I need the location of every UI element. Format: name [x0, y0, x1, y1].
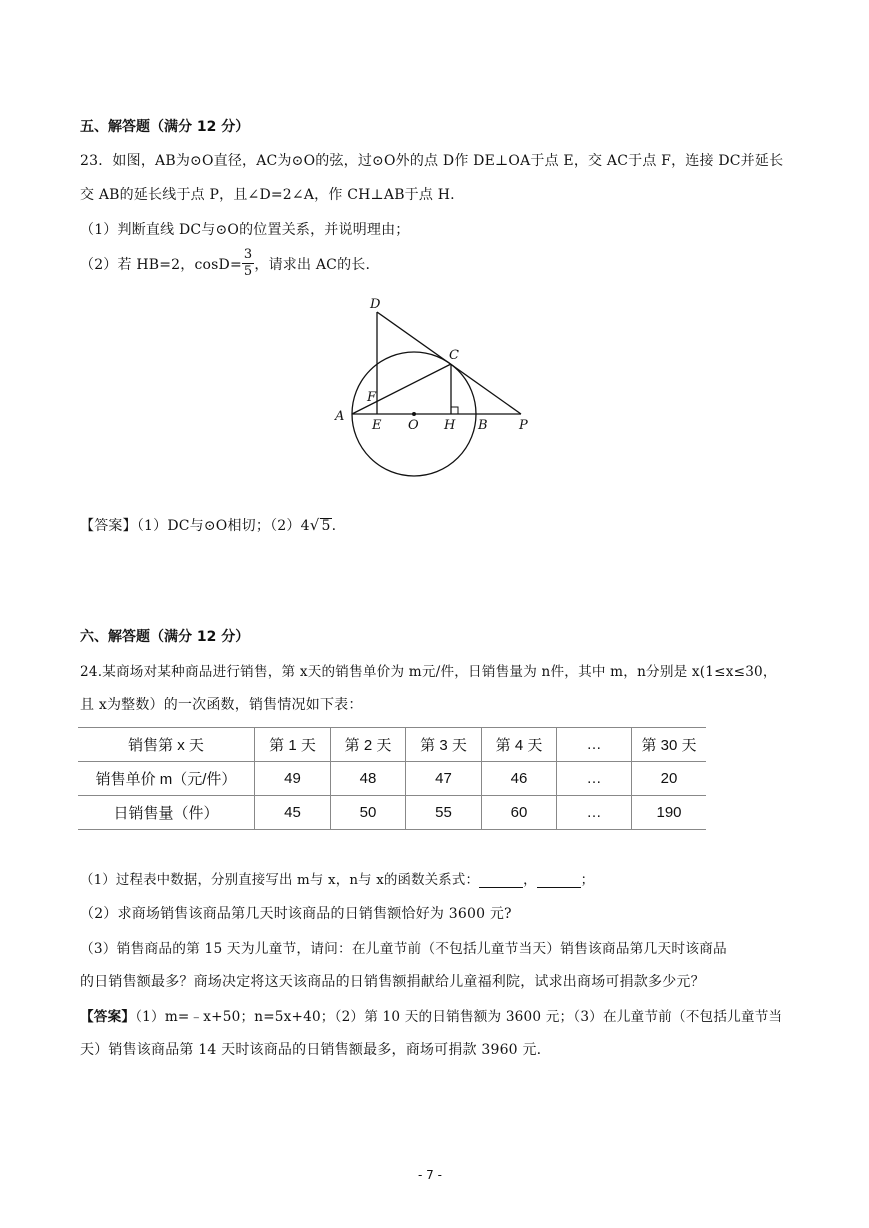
section-6-title: 六、解答题（满分 12 分）	[80, 629, 250, 645]
page-number: - 7 -	[418, 1168, 442, 1182]
table-row	[78, 796, 706, 830]
sales-table	[78, 727, 706, 830]
table-cell: 第 4 天	[482, 728, 557, 762]
q23-answer-text: （1）DC与⊙O相切；（2）4	[136, 518, 310, 534]
fraction-denominator: 5	[243, 264, 253, 279]
q24-part-1-text: （1）过程表中数据，分别直接写出 m与 x，n与 x的函数关系式：	[80, 873, 480, 888]
table-cell: 日销售量（件）	[78, 796, 255, 830]
geometry-figure	[325, 290, 555, 490]
table-row	[78, 728, 706, 762]
table-cell: 20	[632, 762, 707, 796]
table-cell: 46	[482, 762, 557, 796]
center-point	[412, 412, 416, 416]
answer-label: 【答案】	[80, 1009, 136, 1025]
table-cell: …	[557, 796, 632, 830]
cos-fraction	[242, 247, 254, 280]
table-cell: 第 1 天	[255, 728, 331, 762]
q24-answer-line-1	[80, 1005, 782, 1025]
label-a: A	[335, 409, 345, 424]
table-cell: 48	[331, 762, 406, 796]
table-row	[78, 762, 706, 796]
label-f: F	[367, 390, 377, 405]
q23-line-2: 交 AB的延长线于点 P，且∠D=2∠A，作 CH⊥AB于点 H.	[80, 187, 455, 203]
table-cell: 47	[406, 762, 482, 796]
label-b: B	[478, 418, 488, 433]
q23-part-2	[80, 247, 370, 280]
q23-part-1: （1）判断直线 DC与⊙O的位置关系，并说明理由；	[80, 222, 410, 238]
label-e: E	[372, 418, 382, 433]
q24-part-2: （2）求商场销售该商品第几天时该商品的日销售额恰好为 3600 元?	[80, 906, 512, 922]
q24-part-1-separator: ，	[523, 873, 537, 888]
table-cell: 销售单价 m（元/件）	[78, 762, 255, 796]
right-angle-mark	[451, 407, 458, 414]
q24-part-3-line-2: 的日销售额最多？商场决定将这天该商品的日销售额捐献给儿童福利院，试求出商场可捐款多少元？	[80, 974, 705, 990]
table-cell: 第 2 天	[331, 728, 406, 762]
q23-part-2-suffix: ，请求出 AC的长.	[254, 256, 371, 273]
q23-line-1-text: AB为⊙O直径，AC为⊙O的弦，过⊙O外的点 D作 DE⊥OA于点 E，交 AC于点 F，连接 DC并延长	[155, 153, 784, 169]
table-cell: 45	[255, 796, 331, 830]
q24-answer-text-1: （1）m=﹣x+50；n=5x+40；（2）第 10 天的日销售额为 3600 元；（3）在儿童节前（不包括儿童节当	[135, 1009, 783, 1025]
q24-line-1: 24.某商场对某种商品进行销售，第 x天的销售单价为 m元/件，日销售量为 n件，其中 m，n分别是 x(1≤x≤30，	[80, 664, 777, 680]
answer-label: 【答案】	[80, 518, 137, 534]
answer-blank-1[interactable]	[479, 873, 523, 888]
q24-line-2: 且 x为整数）的一次函数，销售情况如下表：	[80, 697, 363, 713]
section-5-title: 五、解答题（满分 12 分）	[80, 119, 250, 135]
label-d: D	[370, 297, 381, 312]
table-cell: 第 30 天	[632, 728, 707, 762]
label-p: P	[519, 418, 528, 433]
label-c: C	[449, 348, 459, 363]
q23-line-1	[80, 150, 783, 170]
line-ac	[352, 364, 451, 414]
label-h: H	[444, 418, 456, 433]
table-cell: 55	[406, 796, 482, 830]
label-o: O	[408, 418, 419, 433]
q24-answer-line-2: 天）销售该商品第 14 天时该商品的日销售额最多，商场可捐款 3960 元.	[80, 1042, 542, 1058]
line-dp	[377, 312, 521, 414]
q24-part-1-end: ；	[580, 873, 595, 888]
table-cell: 销售第 x 天	[78, 728, 255, 762]
q23-line-1-prefix: 23．如图，	[80, 153, 156, 169]
q24-part-1	[80, 869, 594, 888]
table-cell: 第 3 天	[406, 728, 482, 762]
table-cell: 190	[632, 796, 707, 830]
q23-answer-end: .	[331, 518, 337, 534]
table-cell: …	[557, 728, 632, 762]
table-cell: 60	[482, 796, 557, 830]
q24-part-3-line-1: （3）销售商品的第 15 天为儿童节，请问：在儿童节前（不包括儿童节当天）销售该商品第几天时该商品	[80, 941, 727, 957]
table-cell: …	[557, 762, 632, 796]
q23-part-2-prefix: （2）若 HB=2，cosD=	[80, 256, 242, 273]
q23-answer: 【答案】（1）DC与⊙O相切；（2）4√ 5.	[80, 516, 337, 534]
table-cell: 50	[331, 796, 406, 830]
fraction-numerator: 3	[243, 247, 253, 262]
sqrt-radicand: 5	[321, 518, 331, 534]
table-cell: 49	[255, 762, 331, 796]
answer-blank-2[interactable]	[537, 873, 581, 888]
